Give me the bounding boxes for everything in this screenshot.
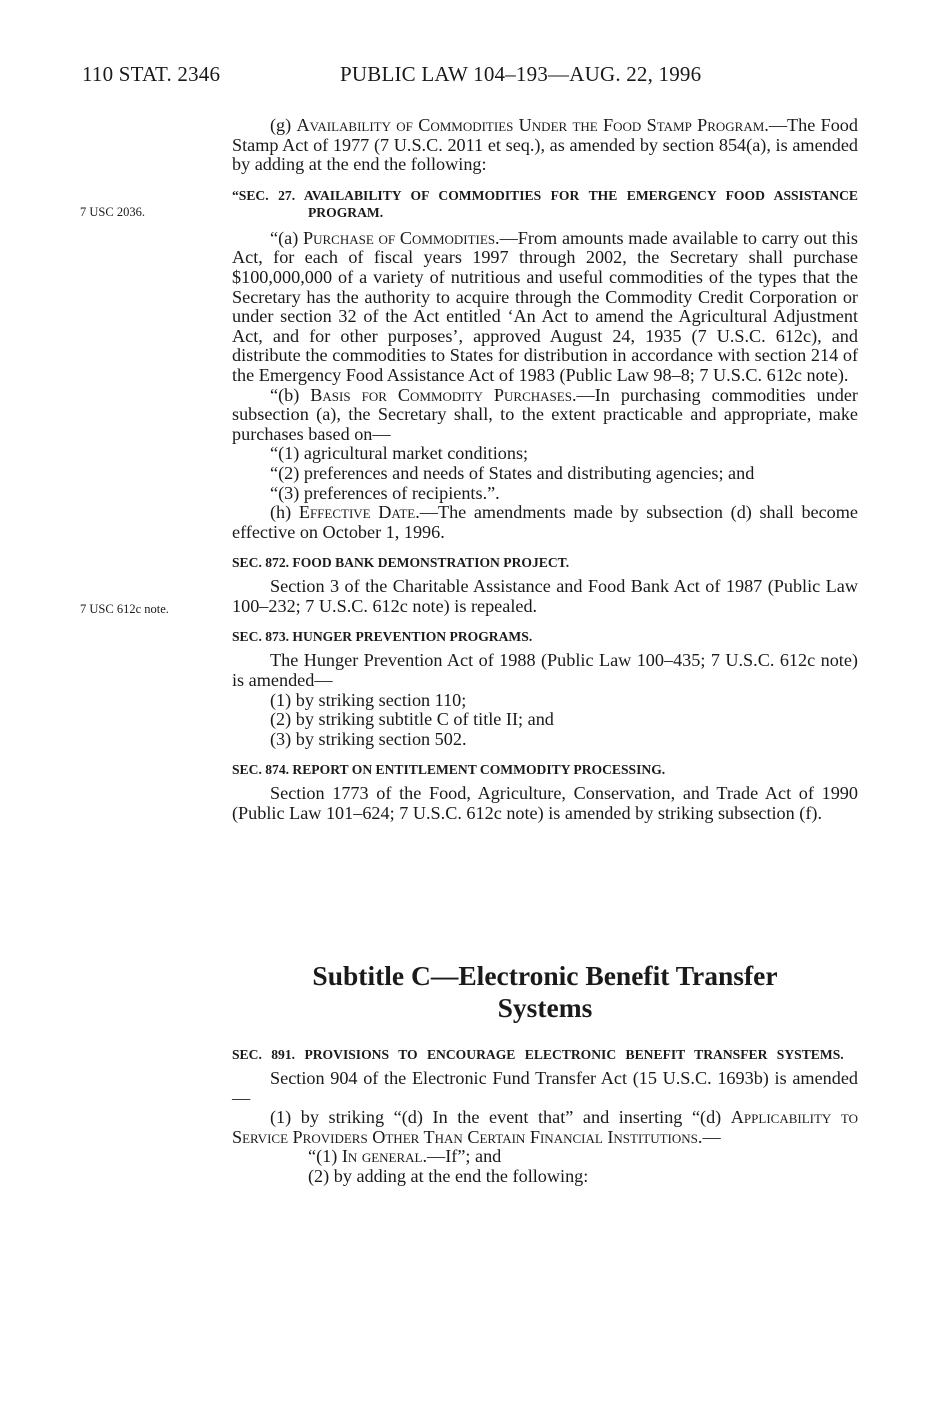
subtitle-line-2: Systems [497, 992, 593, 1023]
subsection-h: (h) Effective Date.—The amendments made by subsection (d) shall become effective on October 1, 1996. [232, 502, 858, 542]
margin-note-usc-2036: 7 USC 2036. [80, 205, 145, 219]
list-item: (2) by adding at the end the following: [308, 1165, 589, 1186]
list-item: (1) by striking section 110; [270, 689, 467, 710]
section-872-text: Section 3 of the Charitable Assistance and Food Bank Act of 1987 (Public Law 100–232; 7 U.S.C. 612c note) is repealed. [232, 576, 858, 616]
subsection-b: “(b) Basis for Commodity Purchases.—In purchasing commodities under subsection (a), the Secretary shall, to the extent practicable and appropriate, make purchases based on— [232, 384, 858, 444]
subsection-b-heading: Basis for Commodity Purchases. [310, 384, 577, 405]
section-873-heading: SEC. 873. HUNGER PREVENTION PROGRAMS. [232, 629, 533, 645]
section-891-heading: SEC. 891. PROVISIONS TO ENCOURAGE ELECTRONIC BENEFIT TRANSFER SYSTEMS. [232, 1047, 844, 1062]
subsection-h-heading: Effective Date. [298, 502, 420, 523]
section-872-heading: SEC. 872. FOOD BANK DEMONSTRATION PROJECT. [232, 555, 570, 571]
body-text-lower [232, 1046, 858, 1187]
subsection-a-heading: Purchase of Commodities. [303, 227, 500, 248]
subsection-g-heading: Availability of Commodities Under the Food Stamp Program. [296, 115, 769, 135]
subtitle-line-1: Subtitle C—Electronic Benefit Transfer [312, 960, 778, 991]
section-27-heading: “SEC. 27. AVAILABILITY OF COMMODITIES FOR THE EMERGENCY FOOD ASSISTANCE PROGRAM. [232, 187, 858, 220]
list-item: (1) by striking “(d) In the event that” and inserting “(d) Applicability to Service Providers Other Than Certain Financial Institutions.— [232, 1107, 858, 1147]
section-873-text: The Hunger Prevention Act of 1988 (Public Law 100–435; 7 U.S.C. 612c note) is amended— [232, 650, 858, 691]
list-item: “(2) preferences and needs of States and distributing agencies; and [270, 462, 755, 483]
body-text-upper [232, 116, 858, 824]
public-law-citation: PUBLIC LAW 104–193—AUG. 22, 1996 [340, 62, 702, 86]
statute-page-number: 110 STAT. 2346 [82, 62, 221, 86]
list-item: “(1) agricultural market conditions; [270, 443, 529, 464]
list-item: “(3) preferences of recipients.”. [270, 482, 500, 503]
list-item: (2) by striking subtitle C of title II; and [270, 709, 554, 730]
list-item: “(1) In general.—If”; and [308, 1146, 502, 1167]
subsection-a: “(a) Purchase of Commodities.—From amounts made available to carry out this Act, for each of fiscal years 1997 through 2002, the Secretary shall purchase $100,000,000 of a variety of nutritious and useful commodities of the types that the Secretary has the authority to acquire through the Commodity Credit Corporation or under section 32 of the Act entitled ‘An Act to amend the Agricultural Adjustment Act, and for other purposes’, approved August 24, 1935 (7 U.S.C. 612c), and distribute the commodities to States for distribution in accordance with section 214 of the Emergency Food Assistance Act of 1983 (Public Law 98–8; 7 U.S.C. 612c note). [232, 227, 858, 385]
section-874-text: Section 1773 of the Food, Agriculture, Conservation, and Trade Act of 1990 (Public Law 101–624; 7 U.S.C. 612c note) is amended by striking subsection (f). [232, 783, 858, 824]
subsection-g: (g) Availability of Commodities Under the Food Stamp Program.—The Food Stamp Act of 1977 (7 U.S.C. 2011 et seq.), as amended by section 854(a), is amended by adding at the end the following: [232, 115, 858, 175]
section-874-heading: SEC. 874. REPORT ON ENTITLEMENT COMMODITY PROCESSING. [232, 762, 666, 778]
subtitle-heading [232, 960, 858, 1024]
section-891-text: Section 904 of the Electronic Fund Transfer Act (15 U.S.C. 1693b) is amended— [232, 1068, 858, 1108]
list-item: (3) by striking section 502. [270, 728, 467, 749]
margin-note-usc-612c: 7 USC 612c note. [80, 602, 169, 616]
